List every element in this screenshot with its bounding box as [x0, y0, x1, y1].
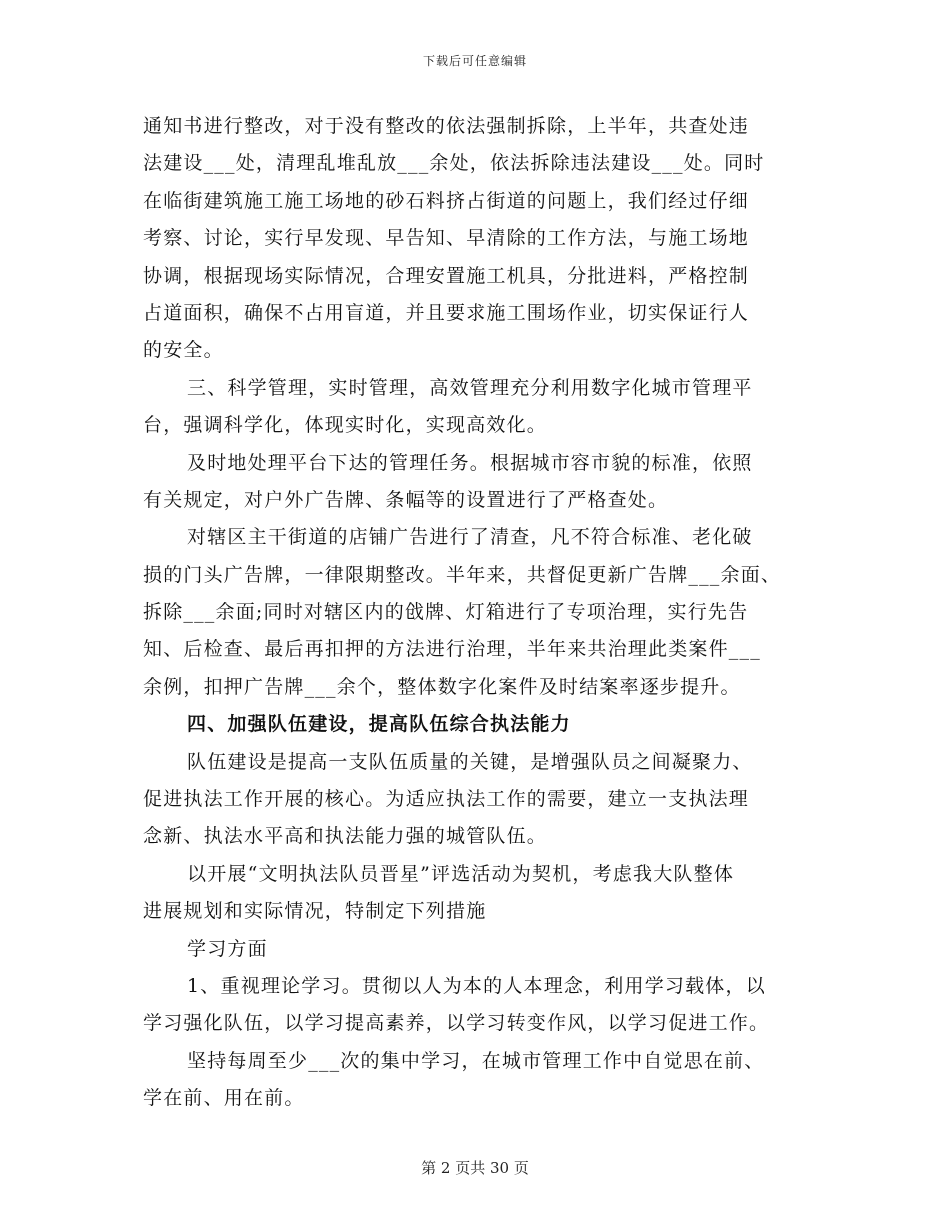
- text-line: 在临街建筑施工施工场地的砂石料挤占街道的问题上，我们经过仔细: [143, 189, 750, 212]
- section-heading-line: 四、加强队伍建设，提高队伍综合执法能力: [187, 713, 571, 736]
- text-line: 的安全。: [143, 339, 224, 362]
- text-line: 念新、执法水平高和执法能力强的城管队伍。: [143, 825, 548, 848]
- text-line: 协调，根据现场实际情况，合理安置施工机具，分批进料，严格控制: [143, 264, 750, 287]
- text-line: 法建设___处，清理乱堆乱放___余处，依法拆除违法建设___处。同时: [143, 152, 765, 175]
- text-line: 拆除___余面;同时对辖区内的戗牌、灯箱进行了专项治理，实行先告: [143, 601, 749, 624]
- text-line: 损的门头广告牌，一律限期整改。半年来，共督促更新广告牌___余面、: [143, 563, 782, 586]
- text-line: 坚持每周至少___次的集中学习，在城市管理工作中自觉思在前、: [187, 1049, 765, 1072]
- text-line: 占道面积，确保不占用盲道，并且要求施工围场作业，切实保证行人: [143, 301, 750, 324]
- text-line: 余例，扣押广告牌___余个，整体数字化案件及时结案率逐步提升。: [143, 675, 741, 698]
- text-line: 1、重视理论学习。贯彻以人为本的人本理念，利用学习载体，以: [187, 974, 766, 997]
- text-line: 及时地处理平台下达的管理任务。根据城市容市貌的标准，依照: [187, 451, 753, 474]
- text-line: 队伍建设是提高一支队伍质量的关键，是增强队员之间凝聚力、: [187, 750, 753, 773]
- text-line: 考察、讨论，实行早发现、早告知、早清除的工作方法，与施工场地: [143, 227, 750, 250]
- text-line: 三、科学管理，实时管理，高效管理充分利用数字化城市管理平: [187, 376, 753, 399]
- text-line: 对辖区主干街道的店铺广告进行了清查，凡不符合标准、老化破: [187, 526, 753, 549]
- text-line: 有关规定，对户外广告牌、条幅等的设置进行了严格查处。: [143, 488, 669, 511]
- text-line: 通知书进行整改，对于没有整改的依法强制拆除，上半年，共查处违: [143, 115, 750, 137]
- text-line: 以开展“文明执法队员晋星”评选活动为契机，考虑我大队整体: [187, 862, 735, 885]
- document-body: [143, 108, 808, 1118]
- page-footer: 第 2 页共 30 页: [421, 1159, 529, 1177]
- text-line: 台，强调科学化，体现实时化，实现高效化。: [143, 414, 548, 437]
- text-line: 知、后检查、最后再扣押的方法进行治理，半年来共治理此类案件___: [143, 638, 761, 661]
- text-line: 学习强化队伍，以学习提高素养，以学习转变作风，以学习促进工作。: [143, 1012, 770, 1035]
- text-line: 学习方面: [187, 937, 268, 960]
- text-line: 促进执法工作开展的核心。为适应执法工作的需要，建立一支执法理: [143, 788, 750, 811]
- text-line: 学在前、用在前。: [143, 1087, 305, 1110]
- text-line: 进展规划和实际情况，特制定下列措施: [143, 900, 487, 923]
- page-header: 下载后可任意编辑: [422, 54, 527, 68]
